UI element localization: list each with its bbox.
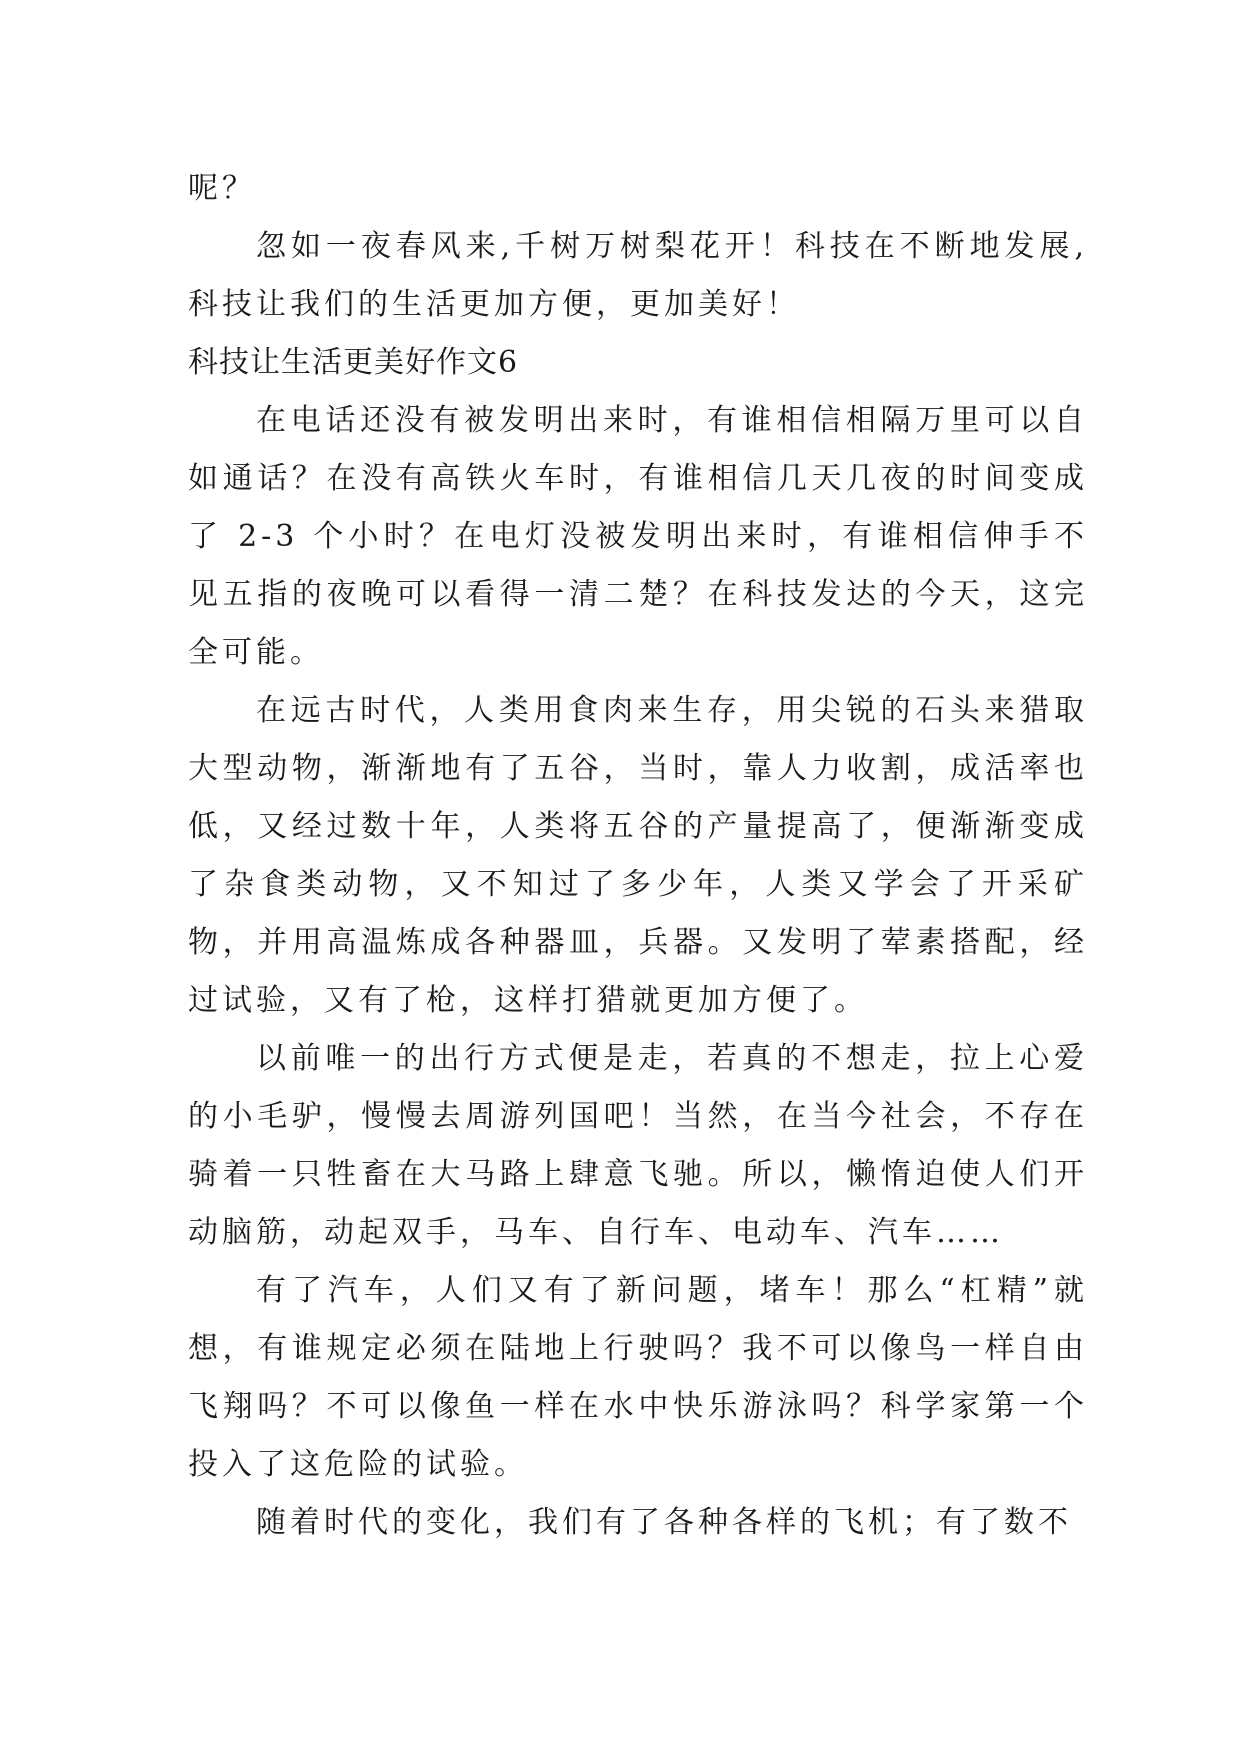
paragraph: 在远古时代，人类用食肉来生存，用尖锐的石头来猎取大型动物，渐渐地有了五谷，当时，靠人力收割，成活率也低，又经过数十年，人类将五谷的产量提高了，便渐渐变成了杂食类动物，又不知过了多少年，人类又学会了开采矿物，并用高温炼成各种器皿，兵器。又发明了荤素搭配，经过试验，又有了枪，这样打猎就更加方便了。 <box>188 693 1088 1018</box>
paragraph: 有了汽车，人们又有了新问题，堵车！那么“杠精”就想，有谁规定必须在陆地上行驶吗？我不可以像鸟一样自由飞翔吗？不可以像鱼一样在水中快乐游泳吗？科学家第一个投入了这危险的试验。 <box>188 1273 1088 1482</box>
paragraph-continuation: 呢？ <box>188 171 256 206</box>
paragraph: 在电话还没有被发明出来时，有谁相信相隔万里可以自如通话？在没有高铁火车时，有谁相信几天几夜的时间变成了 2-3 个小时？在电灯没被发明出来时，有谁相信伸手不见五指的夜晚可以看得一清二楚？在科技发达的今天，这完全可能。 <box>188 403 1088 670</box>
paragraph: 随着时代的变化，我们有了各种各样的飞机；有了数不 <box>256 1505 1072 1540</box>
section-title: 科技让生活更美好作文6 <box>188 345 519 380</box>
paragraph-conclusion: 忽如一夜春风来,千树万树梨花开！科技在不断地发展,科技让我们的生活更加方便，更加美好！ <box>188 229 1088 322</box>
paragraph: 以前唯一的出行方式便是走，若真的不想走，拉上心爱的小毛驴，慢慢去周游列国吧！当然，在当今社会，不存在骑着一只牲畜在大马路上肆意飞驰。所以，懒惰迫使人们开动脑筋，动起双手，马车、自行车、电动车、汽车…… <box>188 1041 1088 1250</box>
document-body <box>188 160 1088 1552</box>
